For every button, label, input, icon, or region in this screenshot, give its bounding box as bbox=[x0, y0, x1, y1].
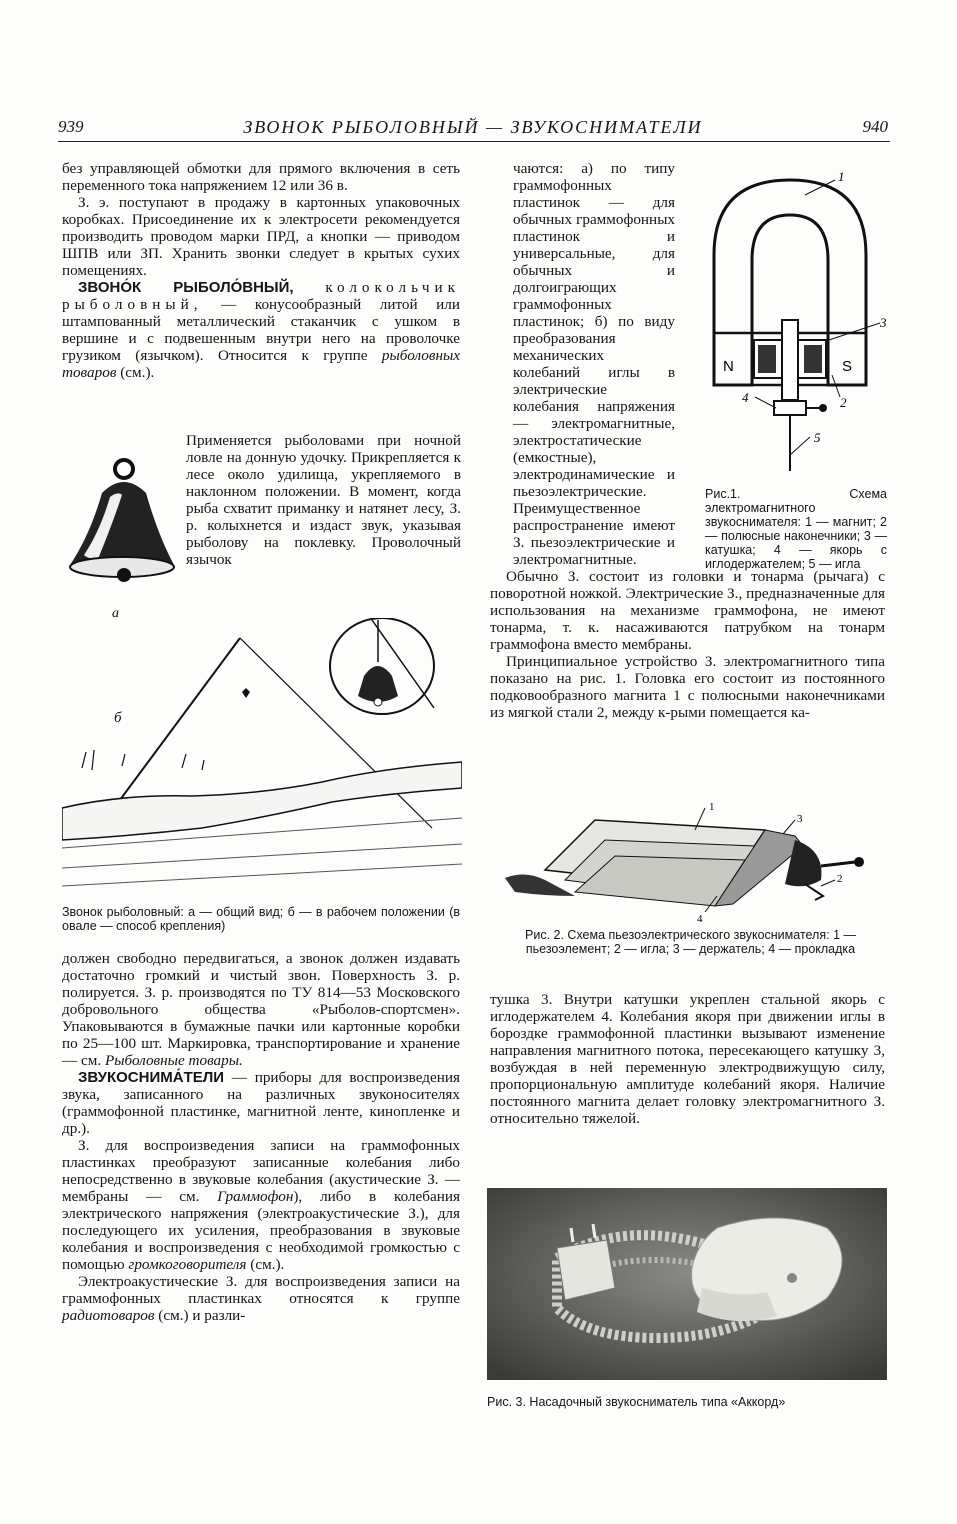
column-left-top bbox=[62, 160, 460, 381]
page-number-right: 940 bbox=[862, 117, 888, 136]
figure-3-photo-akkord-pickup bbox=[487, 1188, 887, 1380]
fig1-label-3: 3 bbox=[880, 315, 887, 330]
running-header bbox=[58, 117, 888, 141]
fig1-label-N: N bbox=[723, 358, 734, 375]
column-right-bottom: тушка 3. Внутри катушки укреплен стальной якорь с иглодержателем 4. Колебания якоря при движении иглы в бороздке граммофонной пластинки вызывают изменение направления магнитного потока, пересекающего катушку 3, возбуждая в ней переменную электродвижущую силу, пропорциональную амплитуде колебаний якоря. Наличие постоянного магнита делает головку электромагнитного З. относительно тяжелой. bbox=[490, 991, 885, 1127]
column-right-narrow: чаются: а) по типу граммофонных пластинок — для обычных граммофонных пластинок и универсальные, для обычных и долгоиграющих граммофонных пластинок; б) по виду преобразования механических колебаний иглы в электрические колебания напряжения — электромагнитные, электростатические (емкостные), электродинамические и пьезоэлектрические. Преимущественное распространение имеют З. пьезоэлектрические и электромагнитные. bbox=[513, 160, 675, 568]
fig1-label-1: 1 bbox=[838, 169, 845, 184]
paragraph: без управляющей обмотки для прямого включения в сеть переменного тока напряжением 12 или 36 в. bbox=[62, 160, 460, 194]
column-left-wrap: Применяется рыболовами при ночной ловле на донную удочку. Прикрепляется к лесе около удилища, укрепляемого в наклонном положении. В момент, когда рыба схватит приманку и натянет лесу, З. р. колыхнется и издаст звук, указывая рыболову на поклевку. Проволочный язычок bbox=[186, 432, 461, 568]
entry-term: ЗВОНО́К РЫБОЛО́ВНЫЙ, bbox=[78, 279, 294, 296]
fig2-label-1: 1 bbox=[709, 801, 715, 813]
fig2-label-3: 3 bbox=[797, 813, 803, 825]
fig1-label-5: 5 bbox=[814, 430, 821, 445]
fig1-label-4: 4 bbox=[742, 390, 749, 405]
cross-reference: рыболовных товаров bbox=[62, 347, 461, 381]
figure-label-a: а bbox=[112, 606, 119, 621]
entry-alt-term: колокольчик рыболовный, bbox=[62, 279, 461, 313]
cross-reference: радиотоваров bbox=[62, 1307, 155, 1324]
figure-3-caption: Рис. 3. Насадочный звукосниматель типа «Аккорд» bbox=[487, 1395, 786, 1409]
fig2-label-2: 2 bbox=[837, 873, 843, 885]
cross-reference: Рыболовные товары. bbox=[104, 1052, 243, 1069]
entry-term: ЗВУКОСНИМА́ТЕЛИ bbox=[78, 1069, 225, 1086]
bell-figure-a bbox=[62, 455, 182, 595]
paragraph: З. э. поступают в продажу в картонных упаковочных коробках. Присоединение их к электросети рекомендуется производить проводом марки ПРД, а кнопки — приводом ШПВ или ЗП. Хранить звонки следует в крытых сухих помещениях. bbox=[62, 194, 460, 279]
figure-2-caption: Рис. 2. Схема пьезоэлектрического звукоснимателя: 1 — пьезоэлемент; 2 — игла; 3 — держатель; 4 — прокладка bbox=[525, 928, 856, 956]
figure-label-b: б bbox=[114, 710, 122, 726]
column-left-bottom: должен свободно передвигаться, а звонок должен издавать достаточно громкий и чистый звон. Поверхность З. р. полируется. З. р. производятся по ТУ 814—53 Московского добровольного общества «Рыболов-спортсмен». Упаковываются в бумажные пачки или картонные коробки по 25—100 шт. Маркировка, транспортирование и хранение — см. Рыболовные товары. ЗВУКОСНИМА́ТЕЛИ — приборы для воспроизведения звука, записанного на различных звуконосителях (граммофонной пластинке, магнитной ленте, кинопленке и др.). З. для воспроизведения записи на граммофонных пластинках преобразуют записанные колебания либо непосредственно в звуковые колебания (акустические З. — мембраны — см. Граммофон), либо в колебания электрического напряжения (электроакустические З.), для последующего их усиления, преобразования в звуковые колебания и воспроизведения с необходимой громкостью с помощью громкоговорителя (см.). Электроакустические З. для воспроизведения записи на граммофонных пластинках относятся к группе радиотоваров (см.) и разли- bbox=[62, 950, 460, 1324]
cross-reference: громкоговорителя bbox=[128, 1256, 247, 1273]
figure-2-piezoelectric-pickup bbox=[505, 800, 885, 925]
fig1-label-2: 2 bbox=[840, 395, 847, 410]
bell-caption: Звонок рыболовный: а — общий вид; б — в рабочем положении (в овале — способ крепления) bbox=[62, 905, 460, 933]
header-rule bbox=[58, 141, 890, 142]
entry-zvonok-rybolovny: ЗВОНО́К РЫБОЛО́ВНЫЙ, колокольчик рыболовный, — конусообразный литой или штампованный металлический стаканчик с ушком в вершине и с подвешенным внутри него на проволочке грузиком (язычком). Относится к группе рыболовных товаров (см.). bbox=[62, 279, 461, 381]
fig1-label-S: S bbox=[842, 358, 853, 375]
fig2-label-4: 4 bbox=[697, 913, 703, 925]
figure-1-caption: Рис.1. Схема электромагнитного звукоснимателя: 1 — магнит; 2 — полюсные наконечники; 3 — катушка; 4 — якорь с иглодержателем; 5 — игла bbox=[705, 487, 887, 571]
entry-zvukosnimateli: ЗВУКОСНИМА́ТЕЛИ — приборы для воспроизведения звука, записанного на различных звуконосителях (граммофонной пластинке, магнитной ленте, кинопленке и др.). bbox=[62, 1069, 460, 1137]
bell-figure-b bbox=[62, 618, 462, 903]
figure-1-electromagnetic-pickup bbox=[690, 165, 890, 480]
cross-reference: Граммофон bbox=[217, 1188, 294, 1205]
running-title: ЗВОНОК РЫБОЛОВНЫЙ — ЗВУКОСНИМАТЕЛИ bbox=[243, 117, 703, 137]
page-number-left: 939 bbox=[58, 117, 84, 136]
column-right-middle: Обычно З. состоит из головки и тонарма (рычага) с поворотной ножкой. Электрические З., предназначенные для использования на механизме граммофона, не имеют тонарма, т. к. насаживаются патрубком на тонарм граммофона вместо мембраны. Принципиальное устройство З. электромагнитного типа показано на рис. 1. Головка его состоит из постоянного подковообразного магнита 1 с полюсными наконечниками из мягкой стали 2, между к-рыми помещается ка- bbox=[490, 568, 885, 721]
